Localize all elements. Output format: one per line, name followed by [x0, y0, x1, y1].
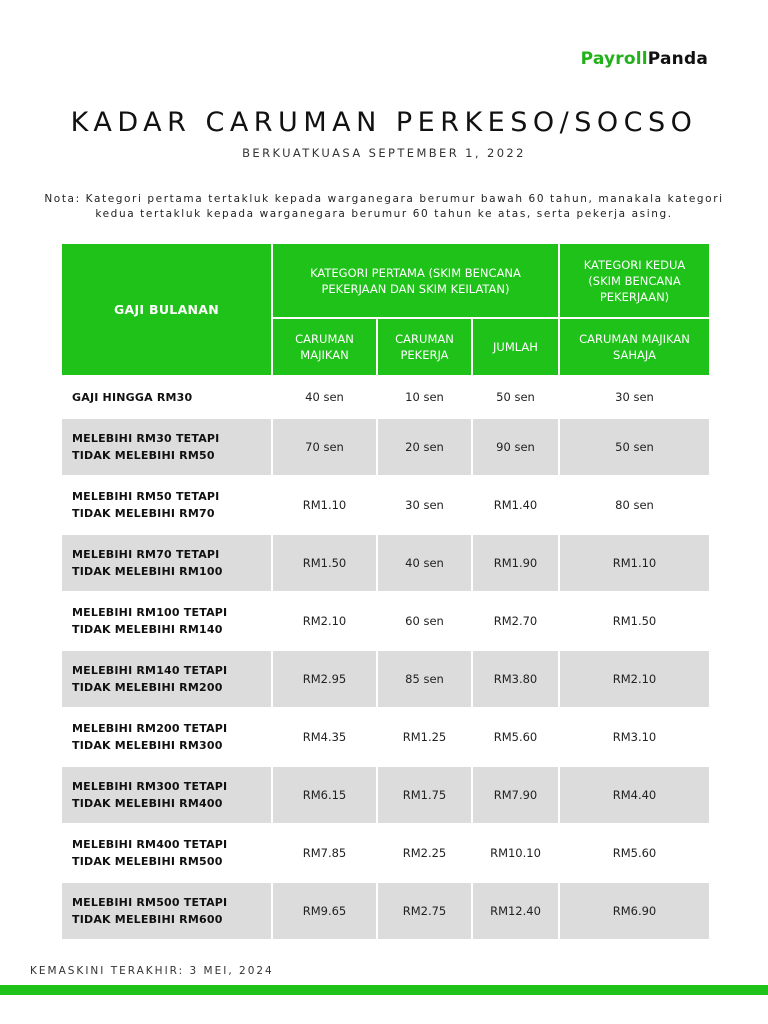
employer-contribution-cell: RM9.65 [272, 882, 377, 940]
salary-range-cell: MELEBIHI RM30 TETAPI TIDAK MELEBIHI RM50 [61, 418, 272, 476]
table-row [61, 592, 710, 650]
total-contribution-cell: RM12.40 [472, 882, 559, 940]
total-contribution-cell: RM1.90 [472, 534, 559, 592]
note-text: Nota: Kategori pertama tertakluk kepada warganegara berumur bawah 60 tahun, manakala kategori kedua tertakluk kepada warganegara berumur 60 tahun ke atas, serta pekerja asing. [44, 193, 724, 220]
employer-only-contribution-cell: 30 sen [559, 376, 710, 418]
employer-only-contribution-cell: RM5.60 [559, 824, 710, 882]
logo-part-payroll: Payroll [580, 49, 648, 69]
total-contribution-cell: 50 sen [472, 376, 559, 418]
total-contribution-cell: RM5.60 [472, 708, 559, 766]
logo-part-panda: Panda [647, 49, 708, 69]
header-caruman-pekerja: CARUMAN PEKERJA [377, 318, 472, 376]
header-caruman-majikan-sahaja: CARUMAN MAJIKAN SAHAJA [559, 318, 710, 376]
table-row [61, 708, 710, 766]
employer-contribution-cell: RM1.10 [272, 476, 377, 534]
employer-contribution-cell: 70 sen [272, 418, 377, 476]
salary-range-cell: MELEBIHI RM70 TETAPI TIDAK MELEBIHI RM100 [61, 534, 272, 592]
page-subtitle: BERKUATKUASA SEPTEMBER 1, 2022 [242, 146, 526, 160]
table-row [61, 418, 710, 476]
employee-contribution-cell: 30 sen [377, 476, 472, 534]
employer-contribution-cell: RM2.95 [272, 650, 377, 708]
employer-contribution-cell: 40 sen [272, 376, 377, 418]
employer-only-contribution-cell: RM4.40 [559, 766, 710, 824]
total-contribution-cell: RM10.10 [472, 824, 559, 882]
employee-contribution-cell: RM1.75 [377, 766, 472, 824]
employer-only-contribution-cell: 80 sen [559, 476, 710, 534]
salary-range-cell: MELEBIHI RM200 TETAPI TIDAK MELEBIHI RM300 [61, 708, 272, 766]
total-contribution-cell: RM3.80 [472, 650, 559, 708]
page-title: KADAR CARUMAN PERKESO/SOCSO [70, 107, 698, 138]
salary-range-cell: MELEBIHI RM500 TETAPI TIDAK MELEBIHI RM600 [61, 882, 272, 940]
table-row [61, 650, 710, 708]
table-row [61, 766, 710, 824]
total-contribution-cell: 90 sen [472, 418, 559, 476]
salary-range-cell: MELEBIHI RM50 TETAPI TIDAK MELEBIHI RM70 [61, 476, 272, 534]
employer-only-contribution-cell: RM1.10 [559, 534, 710, 592]
header-kategori-pertama: KATEGORI PERTAMA (SKIM BENCANA PEKERJAAN DAN SKIM KEILATAN) [272, 243, 559, 318]
salary-range-cell: MELEBIHI RM140 TETAPI TIDAK MELEBIHI RM200 [61, 650, 272, 708]
employee-contribution-cell: 40 sen [377, 534, 472, 592]
employer-only-contribution-cell: RM3.10 [559, 708, 710, 766]
salary-range-cell: MELEBIHI RM100 TETAPI TIDAK MELEBIHI RM140 [61, 592, 272, 650]
header-kategori-kedua: KATEGORI KEDUA (SKIM BENCANA PEKERJAAN) [559, 243, 710, 318]
table-row [61, 882, 710, 940]
salary-range-cell: GAJI HINGGA RM30 [61, 376, 272, 418]
table-row [61, 376, 710, 418]
employee-contribution-cell: 20 sen [377, 418, 472, 476]
employer-contribution-cell: RM4.35 [272, 708, 377, 766]
socso-rates-table [60, 242, 711, 941]
table-row [61, 824, 710, 882]
last-updated-text: KEMASKINI TERAKHIR: 3 MEI, 2024 [30, 965, 274, 977]
employee-contribution-cell: RM2.25 [377, 824, 472, 882]
table-row [61, 534, 710, 592]
employee-contribution-cell: 10 sen [377, 376, 472, 418]
header-jumlah: JUMLAH [472, 318, 559, 376]
employee-contribution-cell: RM1.25 [377, 708, 472, 766]
header-gaji-bulanan: GAJI BULANAN [61, 243, 272, 376]
payrollpanda-logo [581, 49, 708, 69]
salary-range-cell: MELEBIHI RM400 TETAPI TIDAK MELEBIHI RM500 [61, 824, 272, 882]
total-contribution-cell: RM1.40 [472, 476, 559, 534]
table-row [61, 476, 710, 534]
employer-contribution-cell: RM7.85 [272, 824, 377, 882]
employer-only-contribution-cell: RM2.10 [559, 650, 710, 708]
employee-contribution-cell: RM2.75 [377, 882, 472, 940]
total-contribution-cell: RM2.70 [472, 592, 559, 650]
total-contribution-cell: RM7.90 [472, 766, 559, 824]
footer-green-bar [0, 985, 768, 995]
employee-contribution-cell: 85 sen [377, 650, 472, 708]
employee-contribution-cell: 60 sen [377, 592, 472, 650]
header-caruman-majikan: CARUMAN MAJIKAN [272, 318, 377, 376]
employer-contribution-cell: RM2.10 [272, 592, 377, 650]
employer-only-contribution-cell: RM6.90 [559, 882, 710, 940]
employer-only-contribution-cell: RM1.50 [559, 592, 710, 650]
employer-contribution-cell: RM6.15 [272, 766, 377, 824]
employer-only-contribution-cell: 50 sen [559, 418, 710, 476]
salary-range-cell: MELEBIHI RM300 TETAPI TIDAK MELEBIHI RM400 [61, 766, 272, 824]
employer-contribution-cell: RM1.50 [272, 534, 377, 592]
